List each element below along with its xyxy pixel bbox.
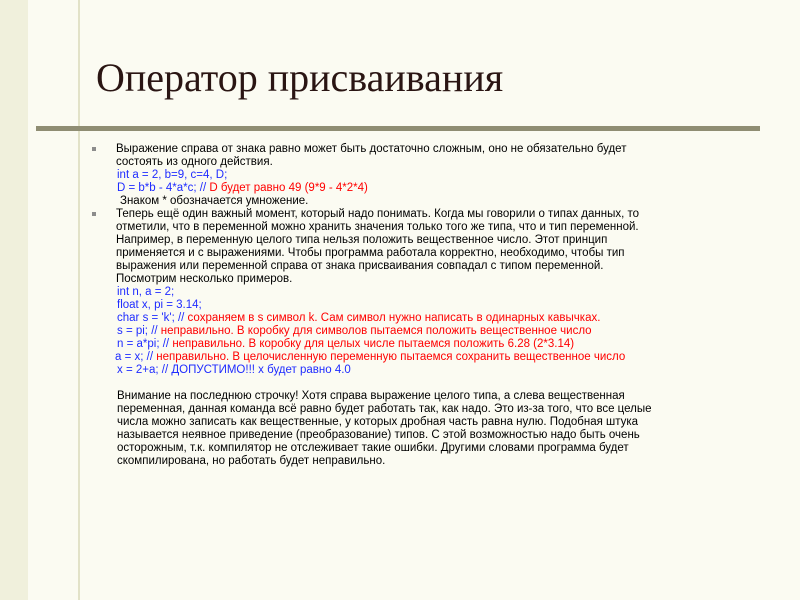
paragraph-3-text: называется неявное приведение (преобразование) типов. С этой возможностью надо быть очень [117, 429, 640, 441]
comment-text: неправильно. В коробку для символов пытаемся положить вещественное число [160, 325, 592, 337]
paragraph-3-line-2 [92, 403, 752, 416]
title-divider [36, 126, 760, 131]
paragraph-2-line-2 [92, 221, 752, 234]
code-line-4 [92, 325, 752, 338]
slide-title: Оператор присваивания [96, 55, 504, 100]
code-text: s = pi; // [117, 325, 161, 337]
paragraph-2-text: выражения или переменной справа от знака присваивания совпадал с типом переменной. [116, 260, 604, 272]
paragraph-3-line-5 [92, 442, 752, 455]
left-decor-bar [0, 0, 28, 600]
code-line-1 [92, 286, 752, 299]
paragraph-3-line-1 [92, 390, 752, 403]
paragraph-2-text: Например, в переменную целого типа нельзя положить вещественное число. Этот принцип [116, 234, 608, 246]
paragraph-2-text: Посмотрим несколько примеров. [116, 273, 293, 285]
code-text: x = 2+a; // ДОПУСТИМО!!! x будет равно 4.0 [117, 364, 351, 376]
paragraph-3-text: переменная, данная команда всё равно будет работать так, как надо. Это из-за того, что все целые [117, 403, 652, 415]
paragraph-2-line-5 [92, 260, 752, 273]
code-line-3 [92, 312, 752, 325]
paragraph-1-text: состоять из одного действия. [116, 156, 273, 168]
code-line-7 [92, 364, 752, 377]
paragraph-2-line-1 [92, 208, 752, 221]
paragraph-1-text: Выражение справа от знака равно может быть достаточно сложным, оно не обязательно будет [116, 143, 627, 155]
paragraph-2-line-4 [92, 247, 752, 260]
example-line-2 [92, 182, 752, 195]
code-text: char s = 'k'; // [117, 312, 188, 324]
left-decor-line [78, 0, 80, 600]
spacer [92, 377, 752, 390]
code-line-6 [92, 351, 752, 364]
bullet-icon [92, 147, 96, 151]
example-line-3 [92, 195, 752, 208]
paragraph-2-line-3 [92, 234, 752, 247]
code-text: a = x; // [115, 351, 157, 363]
paragraph-3-text: осторожным, т.к. компилятор не отслеживает такие ошибки. Другими словами программа будет [117, 442, 629, 454]
comment-text: сохраняем в s символ k. Сам символ нужно написать в одинарных кавычках. [187, 312, 601, 324]
example-line-1 [92, 169, 752, 182]
paragraph-3-line-6 [92, 455, 752, 468]
code-text: D = b*b - 4*a*c; // [117, 182, 210, 194]
code-text: n = a*pi; // [117, 338, 173, 350]
code-text: float x, pi = 3.14; [117, 299, 202, 311]
paragraph-2-text: применяется и с выражениями. Чтобы программа работала корректно, необходимо, чтобы тип [116, 247, 625, 259]
comment-text: D будет равно 49 (9*9 - 4*2*4) [209, 182, 368, 194]
paragraph-1-line-1 [92, 143, 752, 156]
paragraph-2-line-6 [92, 273, 752, 286]
code-line-2 [92, 299, 752, 312]
paragraph-3-line-4 [92, 429, 752, 442]
code-text: int n, a = 2; [117, 286, 175, 298]
paragraph-3-text: Внимание на последнюю строчку! Хотя справа выражение целого типа, а слева вещественная [117, 390, 625, 402]
paragraph-1-line-2 [92, 156, 752, 169]
paragraph-3-text: скомпилирована, но работать будет неправильно. [117, 455, 386, 467]
comment-text: неправильно. В целочисленную переменную пытаемся сохранить вещественное число [156, 351, 626, 363]
bullet-icon [92, 212, 96, 216]
slide-content [92, 143, 752, 468]
paragraph-3-line-3 [92, 416, 752, 429]
comment-text: неправильно. В коробку для целых числе пытаемся положить 6.28 (2*3.14) [172, 338, 575, 350]
code-line-5 [92, 338, 752, 351]
paragraph-3-text: числа можно записать как вещественные, у которых дробная часть равна нулю. Подобная штука [117, 416, 639, 428]
paragraph-2-text: Теперь ещё один важный момент, который надо понимать. Когда мы говорили о типах данных, то [116, 208, 640, 220]
paragraph-2-text: отметили, что в переменной можно хранить значения только того же типа, что и тип переменной. [116, 221, 639, 233]
note-text: Знаком * обозначается умножение. [120, 195, 309, 207]
code-text: int a = 2, b=9, c=4, D; [117, 169, 228, 181]
